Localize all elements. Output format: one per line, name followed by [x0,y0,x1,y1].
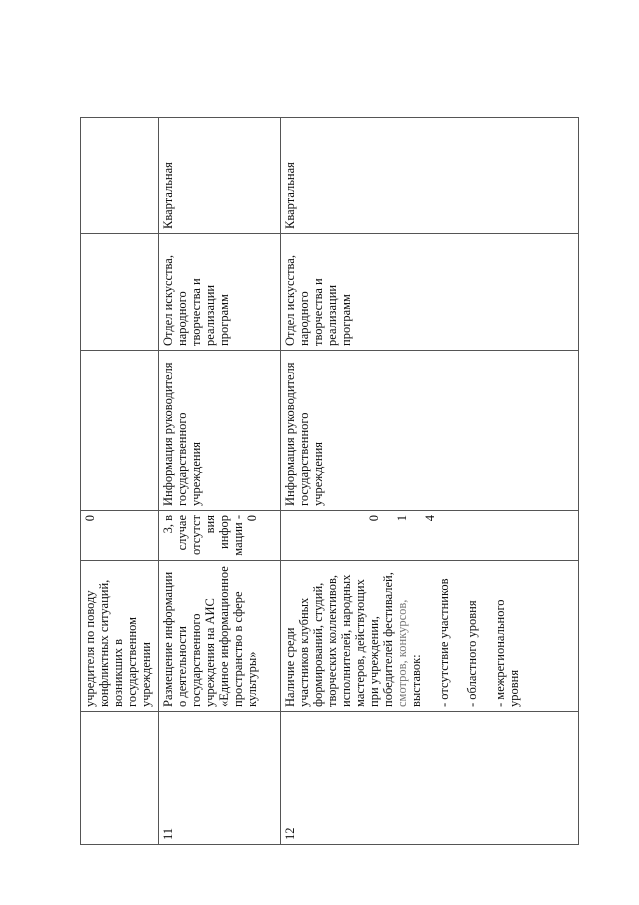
rotated-table-page [80,118,582,845]
criterion-cell: Размещение информации о деятельности государственного учреждения на АИС «Единое информационное пространство в сфере культуры» [159,561,281,712]
table-row [281,118,579,845]
responsible-cell: Отдел искусства, народного творчества и реализации программ [159,234,281,351]
sub-item-value: 0 [367,515,381,522]
sub-item-value: 4 [423,515,437,522]
criterion-main-text: Наличие среди участников клубных формирований, студий, творческих коллективов, исполнителей, народных мастеров, действующих при учреждении, победителей фестивалей, [283,572,395,707]
table-row [81,118,159,845]
criterion-tail-text: выставок: [409,654,423,707]
source-cell: Информация руководителя государственного учреждения [281,351,579,511]
periodicity-cell: Квартальная [281,118,579,234]
criterion-cell [281,561,579,712]
responsible-cell [81,234,159,351]
sub-item-label: - областного уровня [465,600,479,707]
periodicity-cell [81,118,159,234]
responsible-cell: Отдел искусства, народного творчества и реализации программ [281,234,579,351]
sub-item-label: - межрегионального уровня [493,599,521,707]
periodicity-cell: Квартальная [159,118,281,234]
value-cell [281,511,579,561]
row-number [81,712,159,845]
table-row [159,118,281,845]
criteria-table [80,117,579,845]
sub-item-label: - отсутствие участников [437,578,451,707]
source-cell: Информация руководителя государственного учреждения [159,351,281,511]
row-number: 12 [281,712,579,845]
value-cell: 3, в случае отсутствия информации - 0 [159,511,281,561]
row-number: 11 [159,712,281,845]
sub-item-value: 1 [395,515,409,522]
value-cell: 0 [81,511,159,561]
criterion-cell: учредителя по поводу конфликтных ситуаций, возникших в государственном учреждении [81,561,159,712]
source-cell [81,351,159,511]
criterion-struck-text: смотров, конкурсов, [395,599,409,707]
